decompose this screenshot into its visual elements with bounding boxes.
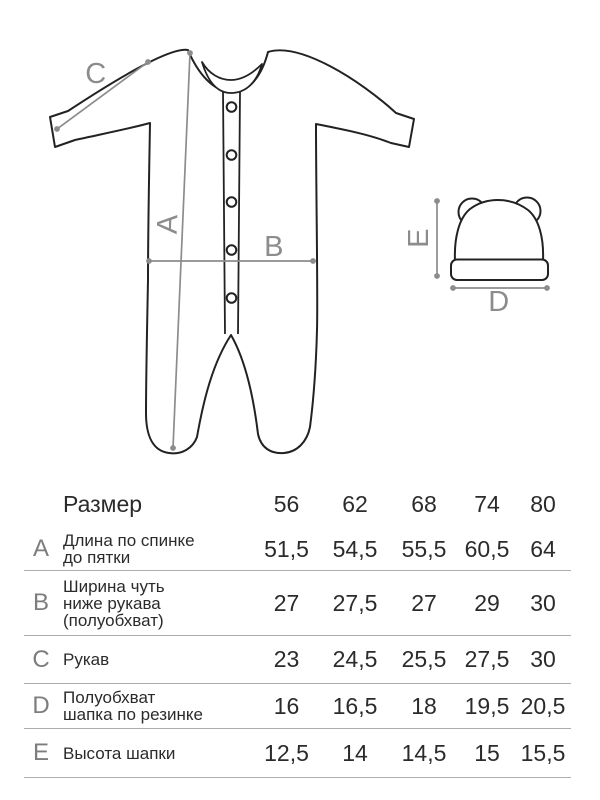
table-cell: 27 [411, 589, 437, 616]
table-cell: 20,5 [520, 692, 566, 719]
table-cell: 19,5 [464, 692, 510, 719]
measure-dot [187, 50, 193, 56]
table-cell: 30 [530, 646, 556, 672]
table-row-c [24, 636, 571, 684]
table-cell: 55,5 [401, 535, 447, 562]
measure-dot [146, 258, 152, 264]
row-letter: A [32, 535, 49, 562]
header-size-label: Размер [63, 490, 143, 517]
table-cell: 27,5 [464, 646, 510, 672]
measure-dot [145, 59, 151, 65]
measure-label-a: A [151, 213, 185, 235]
table-cell: 30 [530, 589, 556, 616]
row-letter: D [32, 692, 50, 719]
table-row-e [24, 729, 571, 778]
row-label [58, 689, 252, 723]
table-cell: 15 [474, 739, 500, 766]
measure-dot [434, 198, 440, 204]
table-cell: 14,5 [401, 739, 447, 766]
table-cell: 27 [273, 589, 300, 616]
snap-button [227, 293, 237, 303]
header-size-62: 62 [342, 490, 368, 517]
table-cell: 29 [474, 589, 500, 616]
measure-dot [544, 285, 550, 291]
row-label-line: Рукав [63, 650, 110, 669]
row-label-line: (полуобхват) [63, 610, 164, 630]
row-letter: B [32, 589, 49, 616]
row-label [58, 651, 252, 668]
table-cell: 24,5 [332, 646, 378, 672]
measure-label-c: C [85, 58, 107, 90]
row-label-line: шапка по резинке [63, 705, 203, 724]
header-size-68: 68 [411, 490, 437, 517]
measure-label-d: D [488, 286, 510, 318]
measure-dot [310, 258, 316, 264]
table-row-a [24, 528, 571, 571]
row-label-line: Длина по спинке [63, 531, 195, 550]
row-letter: E [32, 739, 49, 766]
table-cell: 27,5 [332, 589, 378, 616]
table-row-d [24, 684, 571, 729]
size-table [24, 480, 571, 778]
measure-label-e: E [403, 228, 435, 248]
row-letter: C [32, 645, 50, 673]
measure-dot [170, 445, 176, 451]
table-cell: 60,5 [464, 535, 510, 562]
snap-button [227, 150, 237, 160]
table-cell: 16,5 [332, 692, 378, 719]
table-row-b [24, 571, 571, 636]
measure-label-b: B [264, 231, 284, 263]
table-cell: 12,5 [264, 739, 309, 766]
row-label-line: до пятки [63, 548, 131, 567]
header-size-80: 80 [530, 490, 556, 517]
row-label-line: ниже рукава [63, 593, 161, 613]
table-cell: 54,5 [332, 535, 378, 562]
row-label-line: Полуобхват [63, 688, 156, 707]
measure-dot [450, 285, 456, 291]
table-cell: 23 [273, 646, 300, 672]
row-label-line: Высота шапки [63, 743, 176, 763]
snap-button [227, 197, 237, 207]
row-label [58, 745, 252, 762]
table-cell: 18 [411, 692, 437, 719]
measure-dot [54, 126, 60, 132]
table-cell: 51,5 [264, 535, 309, 562]
table-cell: 15,5 [520, 739, 566, 766]
row-label [58, 532, 252, 566]
header-size-74: 74 [474, 490, 500, 517]
row-label [58, 578, 252, 629]
hat-brim [451, 260, 548, 281]
table-cell: 64 [530, 535, 556, 562]
snap-button [227, 245, 237, 255]
header-size-56: 56 [273, 490, 300, 517]
table-cell: 16 [273, 692, 300, 719]
table-header-row [24, 480, 571, 528]
row-label-line: Ширина чуть [63, 576, 165, 596]
snap-button [227, 102, 237, 112]
measure-dot [434, 273, 440, 279]
table-cell: 25,5 [401, 646, 447, 672]
table-cell: 14 [342, 739, 368, 766]
